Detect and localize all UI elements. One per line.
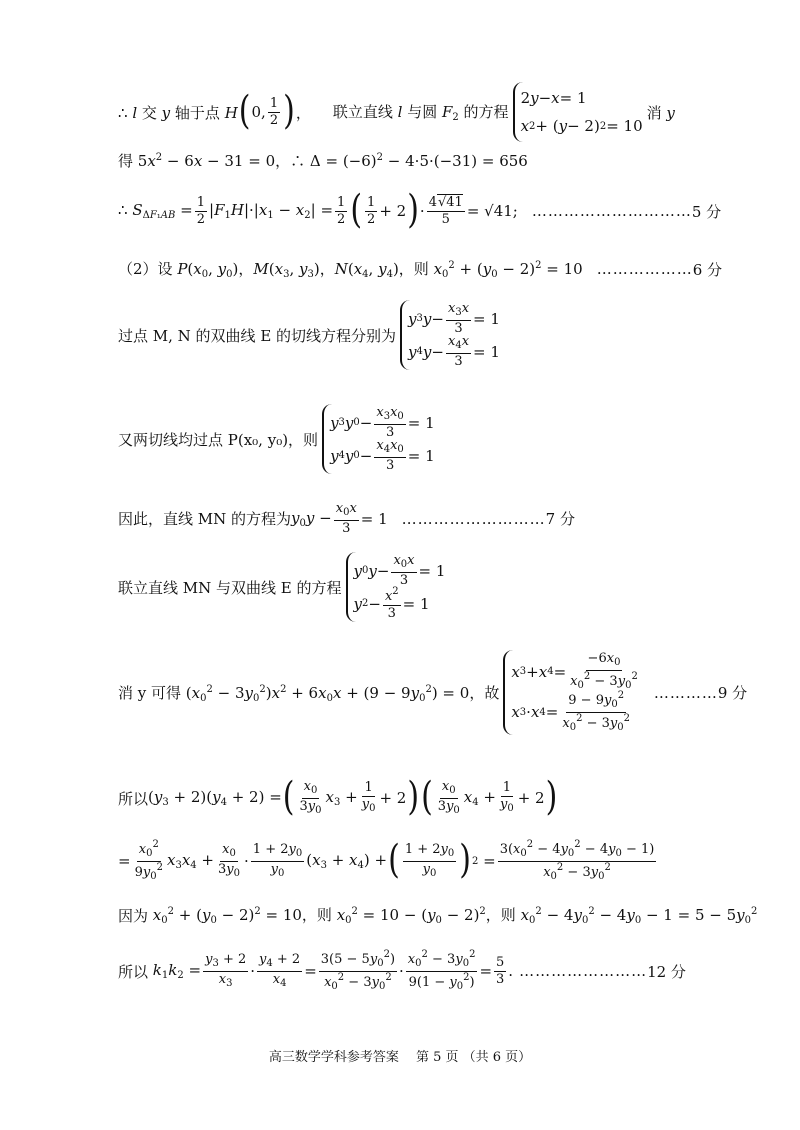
line-2: 得 $5x^2 - 6x - 31 = 0$，∴ $\Delta = (-6)^2 - 4\cdot 5\cdot(-31) = 656$ [118,152,528,170]
system-tangents: y 3 y − $x_3x$ 3 = 1 y 4 y − $x_4x$ 3 = 1 [400,300,500,370]
system-mn-hyperbola: y 0 y − $x_0x$ 3 = 1 y 2 − $x^2$ 3 = 1 [346,552,446,622]
system-l-circle: 2 y − x = 1 x 2 + ( y − 2) 2 = 10 [513,82,643,142]
tangent-intro: 过点 M, N 的双曲线 E 的切线方程分别为 [118,326,397,345]
line-7: 因此，直线 MN 的方程为 $y_0y$ − $\frac{x_0x}{3}$ = 1 ……………………… 7 分 [118,501,575,536]
system-vieta: x 3 + x 4 = $-6x_0$ $x_0^2 - 3y_0^2$ x 3 · x 4 = $9 - 9y_0^2$ $x_0^2 - 3y_0^2$ [503,650,641,735]
line-6 [118,404,439,474]
score-9: 9 分 [717,684,748,702]
line-5 [118,300,504,370]
line-13: 所以 $k_1k_2$ = $\frac{y_3 + 2}{x_3}$ · $\frac{y_4 + 2}{x_4}$ = $\frac{3(5 - 5y_0^2)}{x_0^2 - 3y_0^2}$ · $\frac{x_0^2 - 3y_0^2}{9(1 - y_0^2)}$ = $\frac{5}{3}$ . …………………… 12 分 [118,949,686,992]
line-12: 因为 $x_0^2 + (y_0 - 2)^2 = 10$，则 $x_0^2 = 10 - (y_0 - 2)^2$，则 $x_0^2 - 4y_0^2 - 4y_0 - 1 = 5 - 5y_0^2$ [118,906,758,926]
score-12: 12 分 [647,962,686,981]
line-3: ∴ $S_{\Delta F_1AB}$ = $\frac{1}{2}$ $|F_1H|\cdot|x_1 - x_2|$ = $\frac{1}{2}$ ( 1 2 + 2 ) · $\frac{4√41}{5}$ = √41; ………………………… 5 分 [118,187,722,234]
score-6: 6 分 [692,260,722,279]
line-8: 联立直线 MN 与双曲线 E 的方程 y 0 y − $x_0x$ 3 = 1 y 2 − $x^2$ 3 = 1 [118,553,446,621]
system-through-p: y 3 y 0 − $x_3x_0$ 3 = 1 y 4 y 0 − $x_4x_0$ 3 = 1 [322,404,435,474]
page-footer: 高三数学学科参考答案 第 5 页 （共 6 页） [268,1050,532,1065]
line-9: 消 y 可得 $(x_0^2 - 3y_0^2)x^2 + 6x_0x + (9 - 9y_0^2) = 0$，故 x 3 + x 4 = $-6x_0$ $x_0^2 - 3y_0^2$ x 3 · x 4 = $9 - 9y_0^2$ $x_0^2 - 3y_0^2$ ………… 9 分 [118,650,747,735]
line-10: 所以 $(y_3 + 2)(y_4 + 2)$ = ( $x_0$ $3y_0$ $x_3$ + $\frac{1}{y_0}$ + 2 ) ( $x_0$ $3y_0$ $x_4$ + $\frac{1}{y_0}$ + 2 ) [118,774,558,821]
line-11: = $\frac{x_0^2}{9y_0^2}$ $x_3x_4$ + $\frac{x_0}{3y_0}$ · $1 + 2y_0$ $y_0$ $(x_3 + x_4)$ + ( $1 + 2y_0$ $y_0$ ) 2 = $\frac{3(x_0^2 - 4y_0^2 - 4y_0 - 1)}{x_0^2 - 3y_0^2}$ [118,837,655,884]
score-5: 5 分 [691,202,722,221]
score-7: 7 分 [545,510,575,529]
line-4: （2）设 $P(x_0$, $y_0$)，$M(x_3$, $y_3$)，$N(x_4$, $y_4$)，则 $x_0^2 + (y_0 - 2)^2 = 10$ ……………… 6 分 [118,260,722,280]
passes-intro: 又两切线均过点 P(x₀, y₀)，则 [118,430,319,449]
line-1: ∴ l 交 y 轴于点 H ( 0, 1 2 ) ， 联立直线 l 与圆 $F_2$ 的方程 2 y − x = 1 x 2 + ( y − 2) 2 = 10 消 y [118,82,675,142]
